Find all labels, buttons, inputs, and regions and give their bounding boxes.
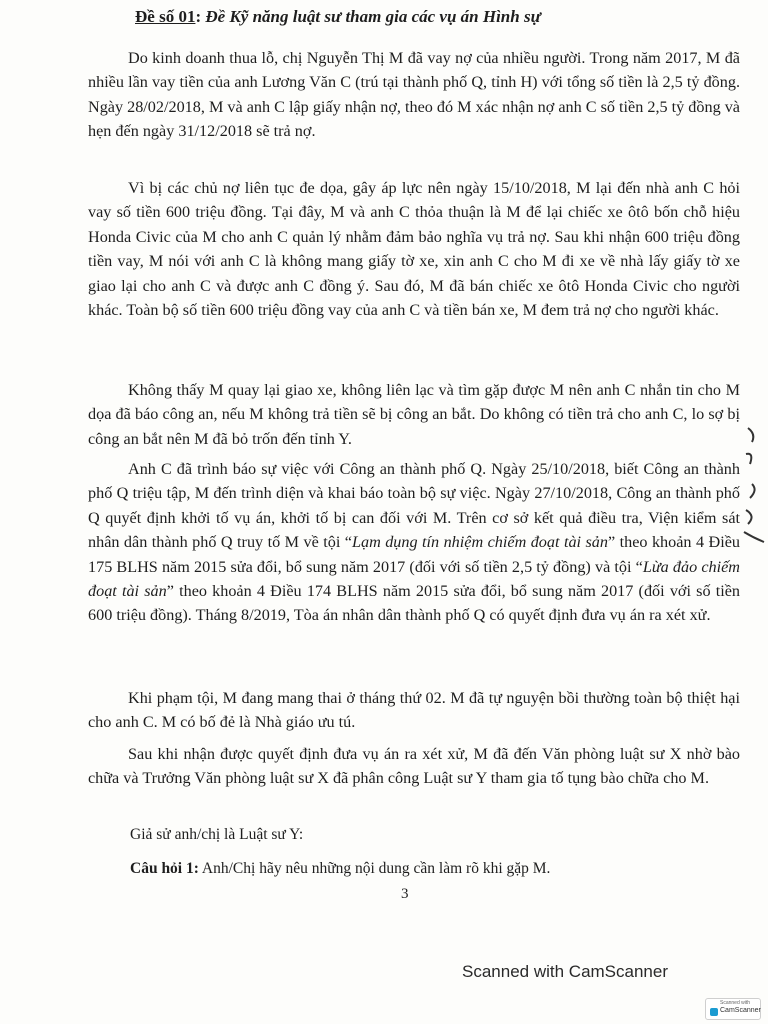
paragraph-3: Không thấy M quay lại giao xe, không liên lạc và tìm gặp được M nên anh C nhắn tin cho M dọa đã báo công an, nếu M không trả tiền sẽ bị công an bắt. Do không có tiền trả cho anh C, lo sợ bị công an bắt nên M đã bỏ trốn đến tỉnh Y.	[88, 381, 740, 448]
logo-small-text: Scanned with	[720, 1000, 751, 1006]
question-line	[130, 858, 550, 880]
page-number: 3	[401, 886, 409, 902]
paragraph-4-part-b: ” theo khoản 4 Điều 175 BLHS năm 2015 sửa đổi, bổ sung năm 2017 (đối với số tiền 2,5 tỷ đồng) và tội “	[88, 533, 740, 576]
paragraph-4	[88, 457, 740, 628]
title-label: Đề số 01	[135, 7, 196, 26]
camscanner-icon	[710, 1008, 718, 1016]
margin-scribble	[740, 424, 768, 544]
paragraph-2: Vì bị các chủ nợ liên tục đe dọa, gây áp lực nên ngày 15/10/2018, M lại đến nhà anh C hỏi vay số tiền 600 triệu đồng. Tại đây, M và anh C thỏa thuận là M để lại chiếc xe ôtô bốn chỗ hiệu Honda Civic của M cho anh C quản lý nhằm đảm bảo nghĩa vụ trả nợ. Sau khi nhận 600 triệu đồng tiền vay, M nói với anh C là không mang giấy tờ xe, xin anh C cho M đi xe về nhà lấy giấy tờ xe giao lại cho anh C và được anh C đồng ý. Sau đó, M đã bán chiếc xe ôtô Honda Civic cho người khác. Toàn bộ số tiền 600 triệu đồng vay của anh C và tiền bán xe, M đem trả nợ cho người khác.	[88, 179, 740, 320]
camscanner-logo	[705, 998, 761, 1020]
paragraph-4-part-c: ” theo khoản 4 Điều 174 BLHS năm 2015 sửa đổi, bổ sung năm 2017 (đối với số tiền 600 triệu đồng). Tháng 8/2019, Tòa án nhân dân thành phố Q có quyết định đưa vụ án ra xét xử.	[88, 582, 740, 625]
paragraph-6: Sau khi nhận được quyết định đưa vụ án ra xét xử, M đã đến Văn phòng luật sư X nhờ bào chữa và Trưởng Văn phòng luật sư X đã phân công Luật sư Y tham gia tố tụng bào chữa cho M.	[88, 745, 740, 788]
paragraph-5: Khi phạm tội, M đang mang thai ở tháng thứ 02. M đã tự nguyện bồi thường toàn bộ thiệt hại cho anh C. M có bố đẻ là Nhà giáo ưu tú.	[88, 689, 740, 732]
charge-2: Lừa đảo chiếm đoạt tài sản	[88, 557, 740, 601]
title-separator: :	[195, 7, 206, 26]
title-name: Đề Kỹ năng luật sư tham gia các vụ án Hình sự	[205, 7, 541, 26]
charge-1: Lạm dụng tín nhiệm chiếm đoạt tài sản	[351, 533, 608, 552]
scanner-watermark: Scanned with CamScanner	[462, 962, 669, 981]
assumption-line: Giả sử anh/chị là Luật sư Y:	[130, 826, 304, 843]
question-text: Anh/Chị hãy nêu những nội dung cần làm rõ khi gặp M.	[198, 860, 551, 877]
document-title	[135, 6, 695, 28]
paragraph-1: Do kinh doanh thua lỗ, chị Nguyễn Thị M đã vay nợ của nhiều người. Trong năm 2017, M đã nhiều lần vay tiền của anh Lương Văn C (trú tại thành phố Q, tỉnh H) với tổng số tiền là 2,5 tỷ đồng. Ngày 28/02/2018, M và anh C lập giấy nhận nợ, theo đó M xác nhận nợ anh C số tiền 2,5 tỷ đồng và hẹn đến ngày 31/12/2018 sẽ trả nợ.	[88, 49, 740, 141]
question-label: Câu hỏi 1:	[130, 860, 199, 877]
paragraph-4-part-a: Anh C đã trình báo sự việc với Công an thành phố Q. Ngày 25/10/2018, biết Công an thành phố Q triệu tập, M đến trình diện và khai báo toàn bộ sự việc. Ngày 27/10/2018, Công an thành phố Q quyết định khởi tố vụ án, khởi tố bị can đối với M. Trên cơ sở kết quả điều tra, Viện kiểm sát nhân dân thành phố Q truy tố M về tội “	[88, 460, 740, 552]
logo-brand-text: CamScanner	[720, 1007, 761, 1014]
